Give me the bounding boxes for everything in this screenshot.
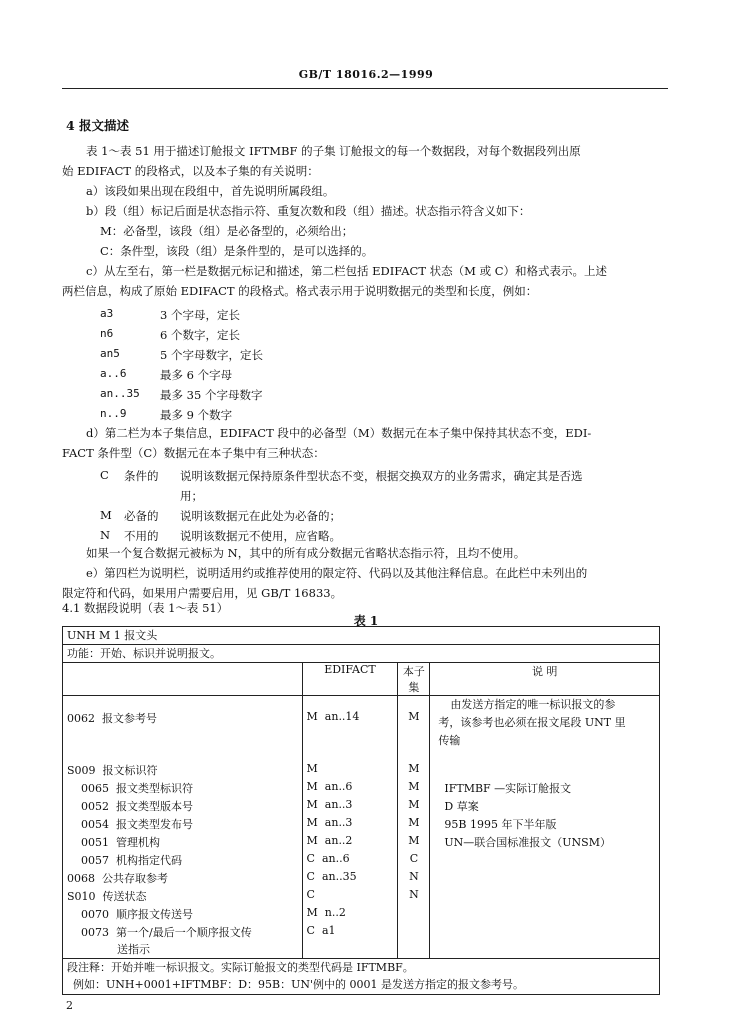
- format-code: n6: [100, 327, 114, 340]
- state-name: 条件的: [124, 469, 159, 483]
- row-desc: IFTMBF —实际订舱报文: [430, 780, 660, 798]
- item-e-line-1: e）第四栏为说明栏，说明适用约或推荐使用的限定符、代码以及其他注释信息。在此栏中未列出的: [86, 566, 588, 580]
- table-row: [63, 816, 660, 834]
- row-subset: M: [398, 816, 430, 834]
- format-code: n..9: [100, 407, 127, 420]
- page-number: 2: [66, 999, 73, 1012]
- table-row: [63, 924, 660, 959]
- segment-table: [62, 626, 660, 995]
- row-status: C: [306, 888, 315, 901]
- row-format: an..35: [321, 870, 357, 883]
- row-format: an..6: [321, 852, 350, 865]
- segment-function: 功能：开始、标识并说明报文。: [63, 645, 660, 663]
- item-d-line-2: FACT 条件型（C）数据元在本子集中有三种状态：: [62, 446, 325, 460]
- row-tag: 0073: [81, 926, 109, 939]
- state-desc: 说明该数据元不使用，应省略。: [180, 529, 341, 543]
- format-desc: 6 个数字，定长: [160, 328, 240, 342]
- col-subset: 本子集: [398, 663, 430, 696]
- row-status: C: [306, 870, 315, 883]
- table-row: [63, 834, 660, 852]
- row-status: M: [306, 710, 318, 723]
- row-tag: 0052: [81, 800, 109, 813]
- table-row: [63, 696, 660, 751]
- format-code: a3: [100, 307, 114, 320]
- state-code: N: [100, 528, 111, 542]
- row-name: 报文类型标识符: [116, 782, 193, 795]
- state-desc-cont: 用；: [180, 489, 203, 503]
- row-tag: 0065: [81, 782, 109, 795]
- row-desc: 考，该参考也必须在报文尾段 UNT 里: [438, 716, 626, 729]
- item-b-m: M：必备型，该段（组）是必备型的，必须给出；: [100, 224, 354, 238]
- format-code: an..35: [100, 387, 140, 400]
- row-tag: 0068: [67, 872, 95, 885]
- row-subset: M: [398, 696, 430, 751]
- row-format: a1: [321, 924, 336, 937]
- table-row: [63, 888, 660, 906]
- format-desc: 最多 9 个数字: [160, 408, 233, 422]
- state-desc: 说明该数据元在此处为必备的；: [180, 509, 341, 523]
- item-e-line-2: 限定符和代码，如果用户需要启用，见 GB/T 16833。: [62, 586, 343, 600]
- row-name: 顺序报文传送号: [116, 908, 193, 921]
- row-subset: C: [398, 852, 430, 870]
- row-desc: UN—联合国标准报文（UNSM）: [430, 834, 660, 852]
- row-subset: M: [398, 750, 430, 780]
- format-desc: 3 个字母，定长: [160, 308, 240, 322]
- row-name: 公共存取参考: [102, 872, 168, 885]
- row-status: C: [306, 852, 315, 865]
- row-subset: M: [398, 834, 430, 852]
- row-subset: M: [398, 780, 430, 798]
- subsection-title: 4.1 数据段说明（表 1～表 51）: [62, 601, 229, 615]
- item-d-note: 如果一个复合数据元被标为 N，其中的所有成分数据元省略状态指示符，且均不使用。: [86, 546, 526, 560]
- state-name: 必备的: [124, 509, 159, 523]
- format-code: a..6: [100, 367, 127, 380]
- format-desc: 最多 6 个字母: [160, 368, 233, 382]
- row-format: an..3: [324, 798, 353, 811]
- intro-line-1: 表 1～表 51 用于描述订舱报文 IFTMBF 的子集 订舱报文的每一个数据段，对每个数据段列出原: [86, 144, 581, 158]
- format-code: an5: [100, 347, 120, 360]
- row-status: M: [306, 834, 318, 847]
- table-row: [63, 852, 660, 870]
- state-desc: 说明该数据元保持原条件型状态不变，根据交换双方的业务需求，确定其是否选: [180, 469, 583, 483]
- col-desc: 说 明: [430, 663, 660, 696]
- table-row: [63, 870, 660, 888]
- row-subset: [398, 924, 430, 959]
- row-tag: 0054: [81, 818, 109, 831]
- row-tag: S009: [67, 764, 96, 777]
- segment-header: UNH M 1 报文头: [63, 627, 660, 645]
- row-name-cont: 送指示: [117, 943, 150, 956]
- row-tag: 0057: [81, 854, 109, 867]
- row-tag: 0070: [81, 908, 109, 921]
- item-d-line-1: d）第二栏为本子集信息，EDIFACT 段中的必备型（M）数据元在本子集中保持其状态不变，EDI-: [86, 426, 592, 440]
- section-title: 4 报文描述: [66, 118, 130, 133]
- row-subset: M: [398, 798, 430, 816]
- row-subset: [398, 906, 430, 924]
- table-row: [63, 780, 660, 798]
- row-format: an..2: [324, 834, 353, 847]
- format-desc: 5 个字母数字，定长: [160, 348, 263, 362]
- format-desc: 最多 35 个字母数字: [160, 388, 263, 402]
- row-status: M: [306, 762, 318, 775]
- row-format: n..2: [324, 906, 346, 919]
- col-edifact: EDIFACT: [302, 663, 398, 696]
- row-tag: S010: [67, 890, 96, 903]
- row-status: M: [306, 780, 318, 793]
- row-name: 管理机构: [116, 836, 160, 849]
- header-rule: [62, 88, 668, 89]
- col-blank: [63, 663, 303, 696]
- table-row: [63, 906, 660, 924]
- row-format: an..14: [324, 710, 360, 723]
- item-c-line-1: c）从左至右，第一栏是数据元标记和描述，第二栏包括 EDIFACT 状态（M 或 C）和格式表示。上述: [86, 264, 608, 278]
- row-name: 报文标识符: [102, 764, 158, 777]
- row-name: 第一个/最后一个顺序报文传: [116, 926, 252, 939]
- page-header: GB/T 18016.2—1999: [298, 68, 434, 81]
- row-name: 报文参考号: [102, 712, 157, 725]
- row-name: 报文类型版本号: [116, 800, 193, 813]
- row-tag: 0051: [81, 836, 109, 849]
- table-row: [63, 798, 660, 816]
- row-status: M: [306, 798, 318, 811]
- row-desc: 由发送方指定的唯一标识报文的参: [450, 698, 616, 711]
- state-code: C: [100, 468, 109, 482]
- row-desc: 95B 1995 年下半年版: [430, 816, 660, 834]
- row-name: 报文类型发布号: [116, 818, 193, 831]
- state-name: 不用的: [124, 529, 159, 543]
- row-status: M: [306, 906, 318, 919]
- item-b-c: C：条件型，该段（组）是条件型的，是可以选择的。: [100, 244, 374, 258]
- state-code: M: [100, 508, 112, 522]
- table-row: [63, 750, 660, 780]
- row-status: C: [306, 924, 315, 937]
- row-name: 传送状态: [102, 890, 147, 903]
- intro-line-2: 始 EDIFACT 的段格式，以及本子集的有关说明：: [62, 164, 319, 178]
- item-c-line-2: 两栏信息，构成了原始 EDIFACT 的段格式。格式表示用于说明数据元的类型和长度，例如：: [62, 284, 538, 298]
- row-format: an..3: [324, 816, 353, 829]
- row-name: 机构指定代码: [116, 854, 182, 867]
- row-status: M: [306, 816, 318, 829]
- row-subset: N: [398, 870, 430, 888]
- item-b: b）段（组）标记后面是状态指示符、重复次数和段（组）描述。状态指示符含义如下：: [86, 204, 531, 218]
- row-desc: 传输: [438, 734, 461, 747]
- row-desc: D 草案: [430, 798, 660, 816]
- segment-note: 段注释：开始并唯一标识报文。实际订舱报文的类型代码是 IFTMBF。: [67, 961, 414, 974]
- row-format: an..6: [324, 780, 353, 793]
- row-subset: N: [398, 888, 430, 906]
- table-caption: 表 1: [353, 614, 379, 628]
- segment-example: 例如：UNH+0001+IFTMBF：D：95B：UN'例中的 0001 是发送方指定的报文参考号。: [73, 978, 525, 991]
- item-a: a）该段如果出现在段组中，首先说明所属段组。: [86, 184, 335, 198]
- row-tag: 0062: [67, 712, 95, 725]
